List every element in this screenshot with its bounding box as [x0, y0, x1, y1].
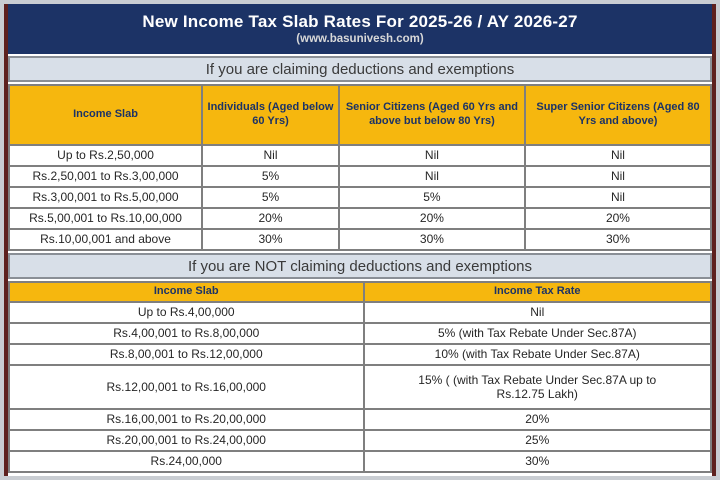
- table-cell: 30%: [525, 229, 711, 250]
- table-cell: Up to Rs.4,00,000: [9, 302, 364, 323]
- section-heading-no-deductions: [8, 253, 712, 279]
- page-title: New Income Tax Slab Rates For 2025-26 / AY 2026-27: [142, 11, 578, 31]
- table-cell: 20%: [202, 208, 339, 229]
- table-row: [9, 208, 711, 229]
- table-cell: 30%: [339, 229, 525, 250]
- table-cell: Rs.16,00,001 to Rs.20,00,000: [9, 409, 364, 430]
- table-cell: 5%: [202, 187, 339, 208]
- header-row: [9, 282, 711, 302]
- table-cell: Rs.5,00,001 to Rs.10,00,000: [9, 208, 202, 229]
- table-cell: 30%: [364, 451, 712, 472]
- table-row: [9, 365, 711, 409]
- table-cell: Rs.10,00,001 and above: [9, 229, 202, 250]
- table-cell: 25%: [364, 430, 712, 451]
- table-cell: 10% (with Tax Rebate Under Sec.87A): [364, 344, 712, 365]
- table-cell: Rs.2,50,001 to Rs.3,00,000: [9, 166, 202, 187]
- column-header: Income Tax Rate: [364, 282, 712, 302]
- table-cell: 5%: [339, 187, 525, 208]
- no-deductions-table: [8, 281, 712, 473]
- table-cell: Rs.3,00,001 to Rs.5,00,000: [9, 187, 202, 208]
- table-row: [9, 344, 711, 365]
- table-cell: 20%: [525, 208, 711, 229]
- table-row: [9, 323, 711, 344]
- table-cell: 5% (with Tax Rebate Under Sec.87A): [364, 323, 712, 344]
- table-cell: 5%: [202, 166, 339, 187]
- table-row: [9, 409, 711, 430]
- table-cell: 30%: [202, 229, 339, 250]
- table-cell: Rs.8,00,001 to Rs.12,00,000: [9, 344, 364, 365]
- table-cell: Nil: [525, 145, 711, 166]
- section-heading-text: If you are claiming deductions and exemptions: [205, 60, 515, 78]
- table-row: [9, 187, 711, 208]
- table-row: [9, 302, 711, 323]
- website-credit: (www.basunivesh.com): [296, 33, 424, 46]
- table-cell: Nil: [364, 302, 712, 323]
- table-cell: Nil: [525, 187, 711, 208]
- table-cell: Nil: [202, 145, 339, 166]
- section-heading-text: If you are NOT claiming deductions and exemptions: [187, 257, 533, 275]
- column-header: Individuals (Aged below 60 Yrs): [202, 85, 339, 145]
- table-row: [9, 229, 711, 250]
- table-cell: 20%: [339, 208, 525, 229]
- column-header: Senior Citizens (Aged 60 Yrs and above but below 80 Yrs): [339, 85, 525, 145]
- header-row: [9, 85, 711, 145]
- section-heading-deductions: [8, 56, 712, 82]
- column-header: Income Slab: [9, 282, 364, 302]
- table-cell: Rs.12,00,001 to Rs.16,00,000: [9, 365, 364, 409]
- table-row: [9, 451, 711, 472]
- table-row: [9, 166, 711, 187]
- deductions-table: [8, 84, 712, 251]
- table-cell: Up to Rs.2,50,000: [9, 145, 202, 166]
- title-banner: [8, 4, 712, 54]
- table-cell: Rs.4,00,001 to Rs.8,00,000: [9, 323, 364, 344]
- table-row: [9, 430, 711, 451]
- table-cell: Rs.20,00,001 to Rs.24,00,000: [9, 430, 364, 451]
- table-row: [9, 145, 711, 166]
- column-header: Income Slab: [9, 85, 202, 145]
- table-cell: Rs.24,00,000: [9, 451, 364, 472]
- tax-slab-sheet: [4, 4, 716, 476]
- column-header: Super Senior Citizens (Aged 80 Yrs and above): [525, 85, 711, 145]
- table-cell: Nil: [339, 166, 525, 187]
- table-cell: 15% ( (with Tax Rebate Under Sec.87A up to Rs.12.75 Lakh): [364, 365, 712, 409]
- table-cell: Nil: [339, 145, 525, 166]
- table-cell: 20%: [364, 409, 712, 430]
- table-cell: Nil: [525, 166, 711, 187]
